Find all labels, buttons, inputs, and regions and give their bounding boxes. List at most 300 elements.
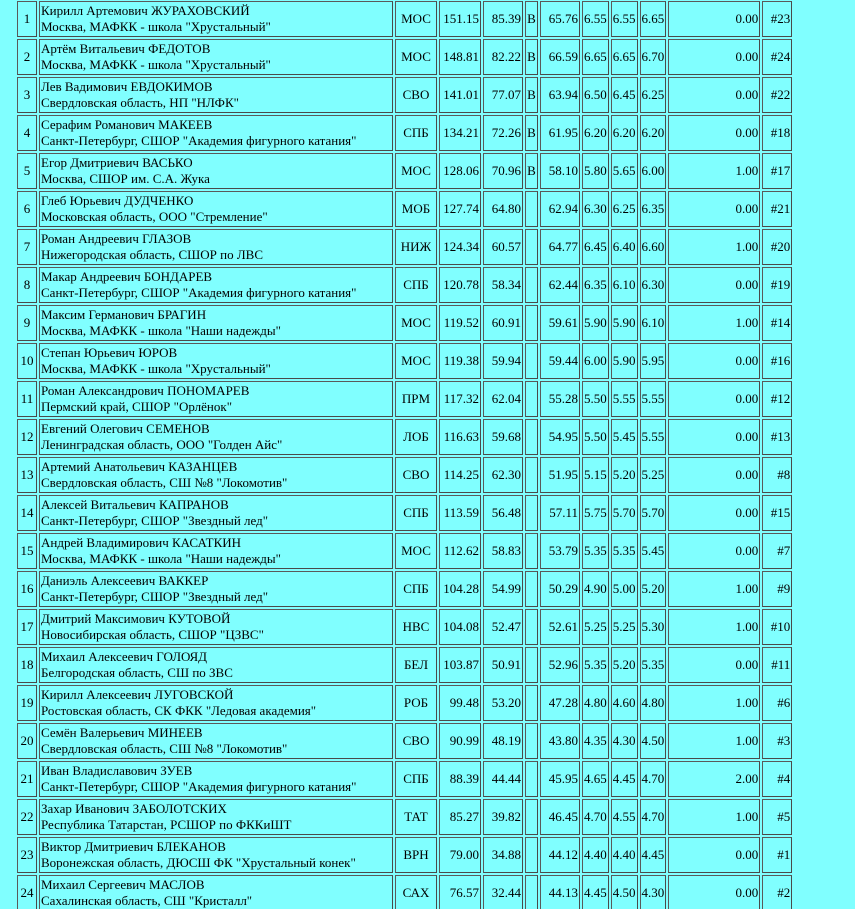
flag-cell: B: [525, 115, 538, 151]
total-score-cell: 116.63: [439, 419, 481, 455]
flag-cell: [525, 723, 538, 759]
flag-cell: [525, 685, 538, 721]
component-2-cell: 4.60: [611, 685, 638, 721]
start-number-cell: #9: [762, 571, 792, 607]
athlete-name: Семён Валерьевич МИНЕЕВ: [41, 725, 203, 740]
place-cell: 8: [17, 267, 37, 303]
results-table: [15, 0, 794, 909]
component-1-cell: 5.75: [582, 495, 609, 531]
start-number-cell: #4: [762, 761, 792, 797]
flag-cell: [525, 533, 538, 569]
technical-score-cell: 70.96: [483, 153, 523, 189]
flag-cell: [525, 305, 538, 341]
place-cell: 3: [17, 77, 37, 113]
athlete-cell: [39, 381, 393, 417]
total-score-cell: 141.01: [439, 77, 481, 113]
component-1-cell: 4.35: [582, 723, 609, 759]
athlete-cell: [39, 153, 393, 189]
total-score-cell: 124.34: [439, 229, 481, 265]
athlete-organization: Санкт-Петербург, СШОР "Академия фигурного катания": [41, 779, 357, 794]
component-2-cell: 5.90: [611, 343, 638, 379]
component-3-cell: 5.55: [640, 419, 667, 455]
region-cell: МОС: [395, 533, 437, 569]
table-row: [17, 723, 792, 759]
start-number-cell: #16: [762, 343, 792, 379]
athlete-cell: [39, 761, 393, 797]
athlete-cell: [39, 419, 393, 455]
total-score-cell: 90.99: [439, 723, 481, 759]
table-row: [17, 39, 792, 75]
component-3-cell: 4.30: [640, 875, 667, 909]
deductions-cell: 0.00: [668, 495, 760, 531]
athlete-name: Алексей Витальевич КАПРАНОВ: [41, 497, 229, 512]
table-row: [17, 647, 792, 683]
component-score-cell: 59.61: [540, 305, 580, 341]
athlete-name: Захар Иванович ЗАБОЛОТСКИХ: [41, 801, 227, 816]
component-score-cell: 57.11: [540, 495, 580, 531]
technical-score-cell: 58.83: [483, 533, 523, 569]
start-number-cell: #7: [762, 533, 792, 569]
deductions-cell: 1.00: [668, 229, 760, 265]
table-row: [17, 229, 792, 265]
total-score-cell: 104.08: [439, 609, 481, 645]
component-2-cell: 5.35: [611, 533, 638, 569]
region-cell: ПРМ: [395, 381, 437, 417]
region-cell: ВРН: [395, 837, 437, 873]
component-2-cell: 5.55: [611, 381, 638, 417]
start-number-cell: #2: [762, 875, 792, 909]
table-row: [17, 153, 792, 189]
technical-score-cell: 50.91: [483, 647, 523, 683]
athlete-cell: [39, 799, 393, 835]
athlete-name: Дмитрий Максимович КУТОВОЙ: [41, 611, 231, 626]
deductions-cell: 0.00: [668, 115, 760, 151]
table-row: [17, 267, 792, 303]
start-number-cell: #10: [762, 609, 792, 645]
deductions-cell: 0.00: [668, 39, 760, 75]
component-score-cell: 65.76: [540, 1, 580, 37]
total-score-cell: 148.81: [439, 39, 481, 75]
region-cell: МОС: [395, 39, 437, 75]
athlete-cell: [39, 495, 393, 531]
component-3-cell: 6.70: [640, 39, 667, 75]
component-score-cell: 58.10: [540, 153, 580, 189]
deductions-cell: 1.00: [668, 305, 760, 341]
total-score-cell: 112.62: [439, 533, 481, 569]
place-cell: 6: [17, 191, 37, 227]
athlete-cell: [39, 229, 393, 265]
start-number-cell: #21: [762, 191, 792, 227]
table-row: [17, 115, 792, 151]
technical-score-cell: 64.80: [483, 191, 523, 227]
place-cell: 15: [17, 533, 37, 569]
component-1-cell: 6.00: [582, 343, 609, 379]
place-cell: 2: [17, 39, 37, 75]
total-score-cell: 113.59: [439, 495, 481, 531]
total-score-cell: 85.27: [439, 799, 481, 835]
athlete-organization: Свердловская область, НП "НЛФК": [41, 95, 239, 110]
region-cell: НВС: [395, 609, 437, 645]
place-cell: 1: [17, 1, 37, 37]
component-score-cell: 53.79: [540, 533, 580, 569]
table-row: [17, 761, 792, 797]
technical-score-cell: 58.34: [483, 267, 523, 303]
place-cell: 22: [17, 799, 37, 835]
technical-score-cell: 62.30: [483, 457, 523, 493]
place-cell: 24: [17, 875, 37, 909]
component-2-cell: 5.45: [611, 419, 638, 455]
component-1-cell: 5.15: [582, 457, 609, 493]
component-2-cell: 6.40: [611, 229, 638, 265]
athlete-cell: [39, 837, 393, 873]
athlete-cell: [39, 533, 393, 569]
athlete-cell: [39, 609, 393, 645]
athlete-cell: [39, 647, 393, 683]
table-row: [17, 191, 792, 227]
athlete-organization: Воронежская область, ДЮСШ ФК "Хрустальный конек": [41, 855, 356, 870]
component-3-cell: 4.70: [640, 799, 667, 835]
technical-score-cell: 82.22: [483, 39, 523, 75]
flag-cell: [525, 571, 538, 607]
table-row: [17, 305, 792, 341]
deductions-cell: 0.00: [668, 77, 760, 113]
technical-score-cell: 59.68: [483, 419, 523, 455]
component-3-cell: 6.35: [640, 191, 667, 227]
deductions-cell: 1.00: [668, 571, 760, 607]
athlete-name: Михаил Алексеевич ГОЛОЯД: [41, 649, 208, 664]
technical-score-cell: 62.04: [483, 381, 523, 417]
technical-score-cell: 32.44: [483, 875, 523, 909]
component-score-cell: 54.95: [540, 419, 580, 455]
athlete-organization: Москва, МАФКК - школа "Хрустальный": [41, 57, 271, 72]
athlete-organization: Москва, МАФКК - школа "Хрустальный": [41, 19, 271, 34]
total-score-cell: 79.00: [439, 837, 481, 873]
flag-cell: B: [525, 153, 538, 189]
athlete-name: Иван Владиславович ЗУЕВ: [41, 763, 193, 778]
region-cell: МОС: [395, 153, 437, 189]
athlete-cell: [39, 343, 393, 379]
component-score-cell: 44.13: [540, 875, 580, 909]
component-score-cell: 47.28: [540, 685, 580, 721]
component-1-cell: 5.25: [582, 609, 609, 645]
start-number-cell: #5: [762, 799, 792, 835]
region-cell: СПБ: [395, 761, 437, 797]
component-score-cell: 59.44: [540, 343, 580, 379]
athlete-organization: Сахалинская область, СШ "Кристалл": [41, 893, 253, 908]
flag-cell: [525, 799, 538, 835]
component-2-cell: 5.00: [611, 571, 638, 607]
deductions-cell: 1.00: [668, 153, 760, 189]
component-2-cell: 6.10: [611, 267, 638, 303]
place-cell: 13: [17, 457, 37, 493]
table-row: [17, 381, 792, 417]
athlete-name: Кирилл Артемович ЖУРАХОВСКИЙ: [41, 3, 250, 18]
component-score-cell: 43.80: [540, 723, 580, 759]
component-1-cell: 4.45: [582, 875, 609, 909]
athlete-organization: Московская область, ООО "Стремление": [41, 209, 268, 224]
athlete-name: Макар Андреевич БОНДАРЕВ: [41, 269, 213, 284]
deductions-cell: 0.00: [668, 647, 760, 683]
component-3-cell: 6.25: [640, 77, 667, 113]
total-score-cell: 99.48: [439, 685, 481, 721]
flag-cell: [525, 381, 538, 417]
component-2-cell: 6.20: [611, 115, 638, 151]
technical-score-cell: 34.88: [483, 837, 523, 873]
total-score-cell: 104.28: [439, 571, 481, 607]
table-row: [17, 571, 792, 607]
region-cell: БЕЛ: [395, 647, 437, 683]
component-3-cell: 6.00: [640, 153, 667, 189]
component-2-cell: 6.25: [611, 191, 638, 227]
component-1-cell: 6.30: [582, 191, 609, 227]
deductions-cell: 0.00: [668, 381, 760, 417]
athlete-organization: Нижегородская область, СШОР по ЛВС: [41, 247, 264, 262]
athlete-organization: Москва, МАФКК - школа "Хрустальный": [41, 361, 271, 376]
component-1-cell: 6.55: [582, 1, 609, 37]
athlete-name: Виктор Дмитриевич БЛЕКАНОВ: [41, 839, 226, 854]
place-cell: 20: [17, 723, 37, 759]
flag-cell: B: [525, 77, 538, 113]
component-1-cell: 5.50: [582, 381, 609, 417]
component-2-cell: 4.55: [611, 799, 638, 835]
table-row: [17, 609, 792, 645]
place-cell: 5: [17, 153, 37, 189]
technical-score-cell: 52.47: [483, 609, 523, 645]
technical-score-cell: 53.20: [483, 685, 523, 721]
place-cell: 11: [17, 381, 37, 417]
component-2-cell: 6.55: [611, 1, 638, 37]
technical-score-cell: 59.94: [483, 343, 523, 379]
deductions-cell: 0.00: [668, 837, 760, 873]
deductions-cell: 2.00: [668, 761, 760, 797]
component-3-cell: 6.30: [640, 267, 667, 303]
flag-cell: [525, 609, 538, 645]
component-3-cell: 6.20: [640, 115, 667, 151]
total-score-cell: 134.21: [439, 115, 481, 151]
component-1-cell: 5.35: [582, 533, 609, 569]
athlete-name: Роман Александрович ПОНОМАРЕВ: [41, 383, 250, 398]
region-cell: САХ: [395, 875, 437, 909]
component-3-cell: 4.70: [640, 761, 667, 797]
place-cell: 12: [17, 419, 37, 455]
deductions-cell: 1.00: [668, 799, 760, 835]
region-cell: НИЖ: [395, 229, 437, 265]
region-cell: МОБ: [395, 191, 437, 227]
table-row: [17, 685, 792, 721]
athlete-cell: [39, 1, 393, 37]
start-number-cell: #19: [762, 267, 792, 303]
total-score-cell: 128.06: [439, 153, 481, 189]
place-cell: 19: [17, 685, 37, 721]
technical-score-cell: 48.19: [483, 723, 523, 759]
region-cell: СПБ: [395, 115, 437, 151]
athlete-cell: [39, 457, 393, 493]
flag-cell: [525, 875, 538, 909]
component-1-cell: 5.35: [582, 647, 609, 683]
start-number-cell: #3: [762, 723, 792, 759]
component-1-cell: 4.40: [582, 837, 609, 873]
component-1-cell: 4.70: [582, 799, 609, 835]
deductions-cell: 0.00: [668, 1, 760, 37]
athlete-organization: Москва, МАФКК - школа "Наши надежды": [41, 323, 281, 338]
component-score-cell: 46.45: [540, 799, 580, 835]
table-row: [17, 799, 792, 835]
technical-score-cell: 39.82: [483, 799, 523, 835]
region-cell: ТАТ: [395, 799, 437, 835]
total-score-cell: 117.32: [439, 381, 481, 417]
table-row: [17, 533, 792, 569]
athlete-name: Егор Дмитриевич ВАСЬКО: [41, 155, 193, 170]
region-cell: СВО: [395, 723, 437, 759]
component-2-cell: 5.90: [611, 305, 638, 341]
athlete-organization: Санкт-Петербург, СШОР "Академия фигурного катания": [41, 133, 357, 148]
component-2-cell: 5.70: [611, 495, 638, 531]
component-2-cell: 5.20: [611, 457, 638, 493]
athlete-name: Максим Германович БРАГИН: [41, 307, 207, 322]
results-table-body: [17, 1, 792, 909]
deductions-cell: 0.00: [668, 533, 760, 569]
flag-cell: [525, 495, 538, 531]
total-score-cell: 119.38: [439, 343, 481, 379]
athlete-cell: [39, 191, 393, 227]
component-score-cell: 66.59: [540, 39, 580, 75]
athlete-name: Степан Юрьевич ЮРОВ: [41, 345, 178, 360]
component-1-cell: 4.80: [582, 685, 609, 721]
technical-score-cell: 44.44: [483, 761, 523, 797]
athlete-organization: Республика Татарстан, РСШОР по ФККиШТ: [41, 817, 292, 832]
region-cell: СВО: [395, 77, 437, 113]
athlete-organization: Санкт-Петербург, СШОР "Звездный лед": [41, 589, 269, 604]
start-number-cell: #15: [762, 495, 792, 531]
component-score-cell: 52.96: [540, 647, 580, 683]
technical-score-cell: 54.99: [483, 571, 523, 607]
component-score-cell: 55.28: [540, 381, 580, 417]
start-number-cell: #24: [762, 39, 792, 75]
component-3-cell: 4.50: [640, 723, 667, 759]
deductions-cell: 0.00: [668, 457, 760, 493]
total-score-cell: 151.15: [439, 1, 481, 37]
place-cell: 18: [17, 647, 37, 683]
athlete-name: Лев Вадимович ЕВДОКИМОВ: [41, 79, 213, 94]
athlete-cell: [39, 115, 393, 151]
table-row: [17, 419, 792, 455]
start-number-cell: #18: [762, 115, 792, 151]
athlete-name: Артём Витальевич ФЕДОТОВ: [41, 41, 211, 56]
athlete-organization: Санкт-Петербург, СШОР "Звездный лед": [41, 513, 269, 528]
component-1-cell: 4.90: [582, 571, 609, 607]
flag-cell: [525, 457, 538, 493]
component-3-cell: 5.30: [640, 609, 667, 645]
athlete-cell: [39, 875, 393, 909]
deductions-cell: 0.00: [668, 267, 760, 303]
place-cell: 9: [17, 305, 37, 341]
deductions-cell: 0.00: [668, 419, 760, 455]
athlete-name: Даниэль Алексеевич ВАККЕР: [41, 573, 209, 588]
deductions-cell: 0.00: [668, 875, 760, 909]
component-1-cell: 4.65: [582, 761, 609, 797]
athlete-cell: [39, 723, 393, 759]
table-row: [17, 1, 792, 37]
athlete-organization: Санкт-Петербург, СШОР "Академия фигурного катания": [41, 285, 357, 300]
total-score-cell: 127.74: [439, 191, 481, 227]
athlete-name: Кирилл Алексеевич ЛУГОВСКОЙ: [41, 687, 234, 702]
component-2-cell: 5.65: [611, 153, 638, 189]
component-3-cell: 5.35: [640, 647, 667, 683]
start-number-cell: #8: [762, 457, 792, 493]
athlete-cell: [39, 77, 393, 113]
component-score-cell: 62.44: [540, 267, 580, 303]
start-number-cell: #22: [762, 77, 792, 113]
component-1-cell: 5.80: [582, 153, 609, 189]
component-3-cell: 6.65: [640, 1, 667, 37]
component-1-cell: 5.90: [582, 305, 609, 341]
start-number-cell: #20: [762, 229, 792, 265]
athlete-cell: [39, 267, 393, 303]
technical-score-cell: 60.91: [483, 305, 523, 341]
technical-score-cell: 77.07: [483, 77, 523, 113]
athlete-organization: Москва, МАФКК - школа "Наши надежды": [41, 551, 281, 566]
component-3-cell: 4.45: [640, 837, 667, 873]
start-number-cell: #1: [762, 837, 792, 873]
table-row: [17, 343, 792, 379]
table-row: [17, 77, 792, 113]
component-score-cell: 50.29: [540, 571, 580, 607]
athlete-organization: Свердловская область, СШ №8 "Локомотив": [41, 475, 288, 490]
component-3-cell: 5.45: [640, 533, 667, 569]
deductions-cell: 0.00: [668, 191, 760, 227]
place-cell: 23: [17, 837, 37, 873]
component-score-cell: 44.12: [540, 837, 580, 873]
component-2-cell: 4.45: [611, 761, 638, 797]
technical-score-cell: 56.48: [483, 495, 523, 531]
athlete-name: Андрей Владимирович КАСАТКИН: [41, 535, 242, 550]
total-score-cell: 114.25: [439, 457, 481, 493]
flag-cell: [525, 647, 538, 683]
component-score-cell: 63.94: [540, 77, 580, 113]
deductions-cell: 1.00: [668, 609, 760, 645]
flag-cell: B: [525, 39, 538, 75]
total-score-cell: 120.78: [439, 267, 481, 303]
component-score-cell: 64.77: [540, 229, 580, 265]
athlete-organization: Ленинградская область, ООО "Голден Айс": [41, 437, 283, 452]
component-2-cell: 6.45: [611, 77, 638, 113]
technical-score-cell: 72.26: [483, 115, 523, 151]
region-cell: МОС: [395, 1, 437, 37]
athlete-name: Серафим Романович МАКЕЕВ: [41, 117, 213, 132]
component-3-cell: 5.20: [640, 571, 667, 607]
athlete-cell: [39, 305, 393, 341]
start-number-cell: #6: [762, 685, 792, 721]
component-2-cell: 5.20: [611, 647, 638, 683]
component-1-cell: 6.65: [582, 39, 609, 75]
deductions-cell: 1.00: [668, 723, 760, 759]
component-3-cell: 4.80: [640, 685, 667, 721]
component-score-cell: 61.95: [540, 115, 580, 151]
technical-score-cell: 60.57: [483, 229, 523, 265]
region-cell: РОБ: [395, 685, 437, 721]
place-cell: 17: [17, 609, 37, 645]
flag-cell: [525, 229, 538, 265]
component-3-cell: 5.25: [640, 457, 667, 493]
place-cell: 7: [17, 229, 37, 265]
region-cell: СПБ: [395, 495, 437, 531]
start-number-cell: #17: [762, 153, 792, 189]
place-cell: 16: [17, 571, 37, 607]
flag-cell: [525, 191, 538, 227]
table-row: [17, 495, 792, 531]
component-1-cell: 6.35: [582, 267, 609, 303]
total-score-cell: 88.39: [439, 761, 481, 797]
